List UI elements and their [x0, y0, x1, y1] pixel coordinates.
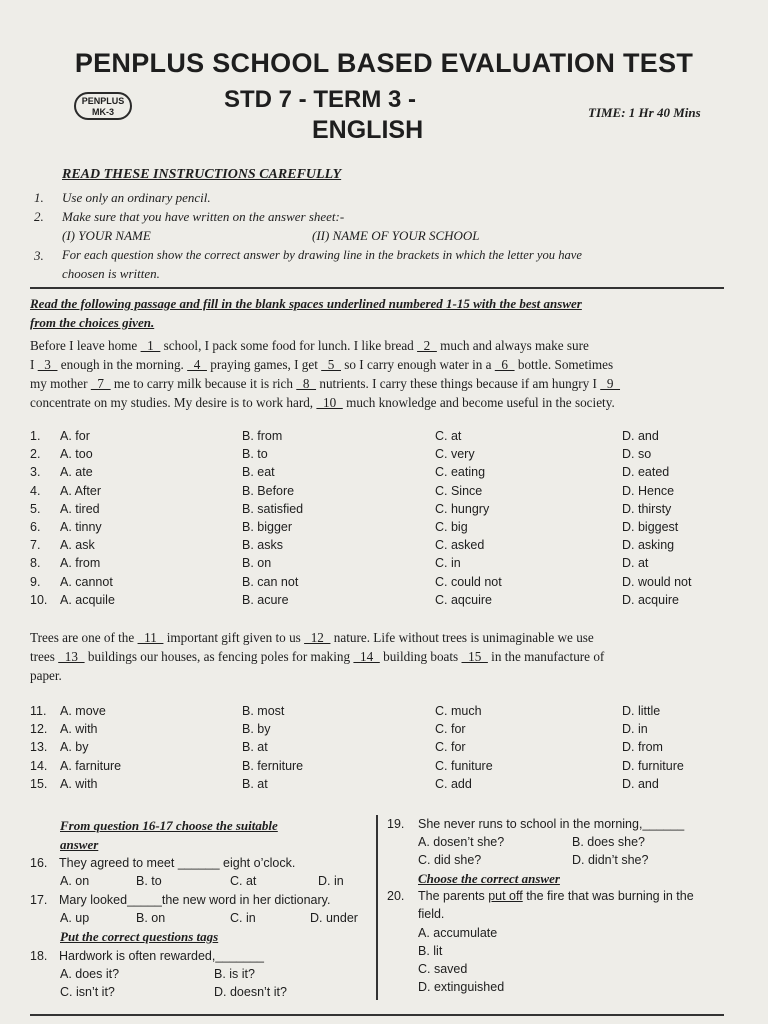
q18-stem: Hardwork is often rewarded,: [59, 949, 216, 963]
instruction-num-1: 1.: [34, 190, 44, 205]
instruction-num-3: 3.: [34, 248, 44, 263]
option-b: B. at: [242, 740, 268, 755]
question-number: 13.: [30, 740, 48, 755]
option-a: A. cannot: [60, 574, 113, 589]
option-d: D. and: [622, 776, 659, 791]
passage-2: [30, 628, 724, 685]
q17-number: 17.: [30, 893, 48, 907]
q20-text-cont: field.: [418, 907, 445, 921]
question-number: 5.: [30, 501, 41, 516]
time-allowed: TIME: 1 Hr 40 Mins: [588, 105, 701, 120]
subject-title: ENGLISH: [312, 116, 424, 144]
q20-option-c: C. saved: [418, 962, 468, 976]
question-number: 6.: [30, 520, 41, 534]
numbered-blank: 14: [353, 649, 380, 664]
passage-text: me to carry milk because it is rich: [110, 376, 297, 391]
q19-option-c: C. did she?: [418, 853, 482, 867]
q18-blank: _______: [215, 949, 264, 963]
question-number: 3.: [30, 465, 41, 480]
passage-line: [30, 374, 724, 393]
option-b: B. to: [242, 447, 268, 462]
passage-text: building boats: [379, 649, 462, 664]
option-d: D. so: [622, 447, 652, 462]
passage-text: praying games, I get: [206, 357, 322, 372]
q17-option-a: A. up: [60, 911, 90, 925]
passage-line: [30, 393, 724, 412]
q16-blank: ______: [177, 856, 220, 870]
passage-text: Before I leave home: [30, 338, 141, 353]
q18-option-a: A. does it?: [60, 967, 120, 981]
question-number: 12.: [30, 722, 48, 737]
option-b: B. asks: [242, 538, 283, 553]
q20-stem: The parents: [418, 889, 489, 903]
passage-text: my mother: [30, 376, 91, 391]
logo-line-2: MK-3: [92, 107, 114, 117]
q16-17-heading: From question 16-17 choose the suitable: [60, 818, 278, 833]
numbered-blank: 6: [494, 357, 515, 372]
penplus-logo: [74, 92, 132, 120]
option-d: D. and: [622, 429, 659, 443]
q19-option-b: B. does she?: [572, 835, 645, 849]
numbered-blank: 1: [140, 338, 161, 353]
instruction-your-name: (I) YOUR NAME: [62, 228, 151, 243]
passage-text: I: [30, 357, 38, 372]
question-number: 15.: [30, 776, 48, 791]
option-c: C. funiture: [435, 758, 493, 773]
option-d: D. acquire: [622, 592, 679, 607]
q16-option-a: A. on: [60, 874, 90, 888]
option-a: A. tired: [60, 501, 100, 516]
q17-stem-end: the new word in her dictionary.: [161, 893, 331, 907]
option-b: B. by: [242, 722, 271, 737]
instruction-3-cont: choosen is written.: [62, 266, 160, 281]
instruction-1: Use only an ordinary pencil.: [62, 190, 211, 205]
q19-option-a: A. dosen’t she?: [418, 835, 505, 849]
q18-option-d: D. doesn’t it?: [214, 985, 287, 999]
q18-option-c: C. isn’t it?: [60, 985, 115, 999]
numbered-blank: 8: [296, 376, 317, 391]
numbered-blank: 2: [417, 338, 437, 353]
option-c: C. very: [435, 447, 475, 462]
option-a: A. from: [60, 556, 101, 571]
q19-number: 19.: [387, 817, 405, 831]
option-c: C. Since: [435, 483, 483, 498]
q19-blank: ______: [642, 817, 685, 831]
option-b: B. from: [242, 429, 283, 443]
passage-text: Trees are one of the: [30, 630, 138, 645]
option-a: A. After: [60, 483, 101, 498]
option-d: D. thirsty: [622, 501, 672, 516]
passage-line: [30, 628, 724, 647]
passage-line: [30, 336, 724, 355]
q16-number: 16.: [30, 856, 48, 870]
numbered-blank: 12: [304, 630, 331, 645]
option-c: C. eating: [435, 465, 486, 480]
q20-option-a: A. accumulate: [418, 926, 498, 940]
passage-text: trees: [30, 649, 59, 664]
q16-text: [59, 856, 295, 870]
passage-text: nutrients. I carry these things because if am hungry I: [316, 376, 601, 391]
option-c: C. for: [435, 722, 466, 737]
option-b: B. satisfied: [242, 501, 304, 516]
question-number: 11.: [30, 704, 47, 718]
passage-text: buildings our houses, as fencing poles for making: [84, 649, 354, 664]
option-c: C. for: [435, 740, 466, 755]
instruction-3: For each question show the correct answer by drawing line in the brackets in which the letter you have: [62, 248, 582, 262]
option-b: B. eat: [242, 465, 275, 480]
option-d: D. biggest: [622, 520, 679, 534]
question-number: 2.: [30, 447, 41, 462]
option-b: B. Before: [242, 483, 295, 498]
passage-line: [30, 647, 724, 666]
option-c: C. in: [435, 556, 461, 571]
option-a: A. tinny: [60, 520, 102, 534]
q16-option-d: D. in: [318, 874, 344, 888]
tags-heading: Put the correct questions tags: [60, 929, 219, 944]
option-c: C. at: [435, 429, 462, 443]
option-a: A. too: [60, 447, 93, 462]
column-divider: [376, 815, 378, 1000]
passage-text: concentrate on my studies. My desire is to work hard,: [30, 395, 317, 410]
instruction-num-2: 2.: [34, 209, 44, 224]
option-b: B. bigger: [242, 520, 293, 534]
option-a: A. ask: [60, 538, 95, 553]
q18-option-b: B. is it?: [214, 967, 255, 981]
q17-text: [59, 893, 330, 907]
option-d: D. at: [622, 556, 649, 571]
option-c: C. aqcuire: [435, 592, 492, 607]
option-d: D. in: [622, 722, 648, 737]
question-number: 14.: [30, 758, 48, 773]
option-b: B. acure: [242, 592, 289, 607]
question-number: 7.: [30, 538, 41, 553]
option-a: A. by: [60, 740, 89, 755]
option-d: D. would not: [622, 574, 692, 589]
passage-line: [30, 355, 724, 374]
numbered-blank: 4: [187, 357, 207, 372]
passage-text: in the manufacture of: [487, 649, 605, 664]
option-d: D. Hence: [622, 483, 675, 498]
option-c: C. could not: [435, 574, 502, 589]
correct-answer-heading: Choose the correct answer: [418, 871, 560, 886]
passage-text: school, I pack some food for lunch. I like bread: [160, 338, 418, 353]
passage-text: bottle. Sometimes: [514, 357, 614, 372]
option-b: B. ferniture: [242, 758, 304, 773]
passage-1: [30, 336, 724, 412]
option-b: B. can not: [242, 574, 299, 589]
q16-stem: They agreed to meet: [59, 856, 175, 870]
question-number: 1.: [30, 429, 41, 443]
section1-heading: Read the following passage and fill in the blank spaces underlined numbered 1-15 with the best answer: [30, 296, 582, 311]
numbered-blank: 3: [37, 357, 58, 372]
question-number: 9.: [30, 574, 41, 589]
q20-underlined-phrase: put off: [488, 889, 523, 903]
numbered-blank: 5: [321, 357, 341, 372]
logo-line-1: PENPLUS: [81, 96, 125, 106]
q20-option-b: B. lit: [418, 944, 443, 958]
q20-option-d: D. extinguished: [418, 980, 505, 994]
option-b: B. on: [242, 556, 272, 571]
instructions-heading: READ THESE INSTRUCTIONS CAREFULLY: [62, 167, 342, 182]
question-number: 4.: [30, 483, 41, 498]
section1-heading-cont: from the choices given.: [30, 315, 155, 330]
option-c: C. add: [435, 776, 472, 791]
option-a: A. ate: [60, 465, 93, 480]
passage-text: important gift given to us: [163, 630, 305, 645]
option-d: D. asking: [622, 538, 675, 553]
passage-text: so I carry enough water in a: [340, 357, 495, 372]
q17-blank: _____: [127, 893, 162, 907]
q16-17-heading-cont: answer: [60, 837, 99, 852]
numbered-blank: 7: [90, 376, 111, 391]
q19-stem: She never runs to school in the morning,: [418, 817, 643, 831]
option-b: B. most: [242, 704, 285, 718]
option-d: D. eated: [622, 465, 670, 480]
numbered-blank: 15: [461, 649, 488, 664]
q20-text: [418, 889, 694, 903]
option-a: A. acquile: [60, 592, 115, 607]
option-d: D. little: [622, 704, 661, 718]
bottom-rule: [30, 1014, 724, 1016]
option-d: D. from: [622, 740, 663, 755]
option-a: A. with: [60, 722, 98, 737]
option-a: A. move: [60, 704, 106, 718]
q20-number: 20.: [387, 889, 405, 903]
q19-text: [418, 817, 684, 831]
q16-option-c: C. at: [230, 874, 257, 888]
instruction-school-name: (II) NAME OF YOUR SCHOOL: [312, 228, 480, 243]
q20-stem-end: the fire that was burning in the: [522, 889, 694, 903]
passage-text: enough in the morning.: [57, 357, 188, 372]
q17-stem: Mary looked: [59, 893, 128, 907]
option-a: A. for: [60, 429, 90, 443]
passage-text: much knowledge and become useful in the society.: [342, 395, 615, 410]
passage-text: nature. Life without trees is unimaginable we use: [330, 630, 594, 645]
option-b: B. at: [242, 776, 268, 791]
std-term-label: STD 7 - TERM 3 -: [224, 86, 417, 113]
q16-option-b: B. to: [136, 874, 162, 888]
q19-option-d: D. didn’t she?: [572, 853, 649, 867]
passage-text: much and always make sure: [436, 338, 589, 353]
option-c: C. asked: [435, 538, 485, 553]
numbered-blank: 9: [600, 376, 621, 391]
q17-option-c: C. in: [230, 911, 256, 925]
passage-text: paper.: [30, 668, 62, 683]
numbered-blank: 13: [58, 649, 85, 664]
question-number: 8.: [30, 556, 41, 571]
q17-option-b: B. on: [136, 911, 166, 925]
option-a: A. farniture: [60, 758, 122, 773]
question-number: 10.: [30, 592, 48, 607]
option-d: D. furniture: [622, 758, 684, 773]
passage-line: [30, 666, 724, 685]
numbered-blank: 11: [137, 630, 164, 645]
option-c: C. big: [435, 520, 468, 534]
test-title: PENPLUS SCHOOL BASED EVALUATION TEST: [74, 48, 694, 78]
divider-line: [30, 287, 724, 289]
option-c: C. much: [435, 704, 482, 718]
q18-number: 18.: [30, 949, 48, 963]
q17-option-d: D. under: [310, 911, 358, 925]
q16-stem-end: eight o’clock.: [223, 856, 296, 870]
q18-text: [59, 949, 264, 963]
instruction-2: Make sure that you have written on the answer sheet:-: [62, 209, 345, 224]
option-c: C. hungry: [435, 501, 490, 516]
numbered-blank: 10: [316, 395, 343, 410]
option-a: A. with: [60, 776, 98, 791]
